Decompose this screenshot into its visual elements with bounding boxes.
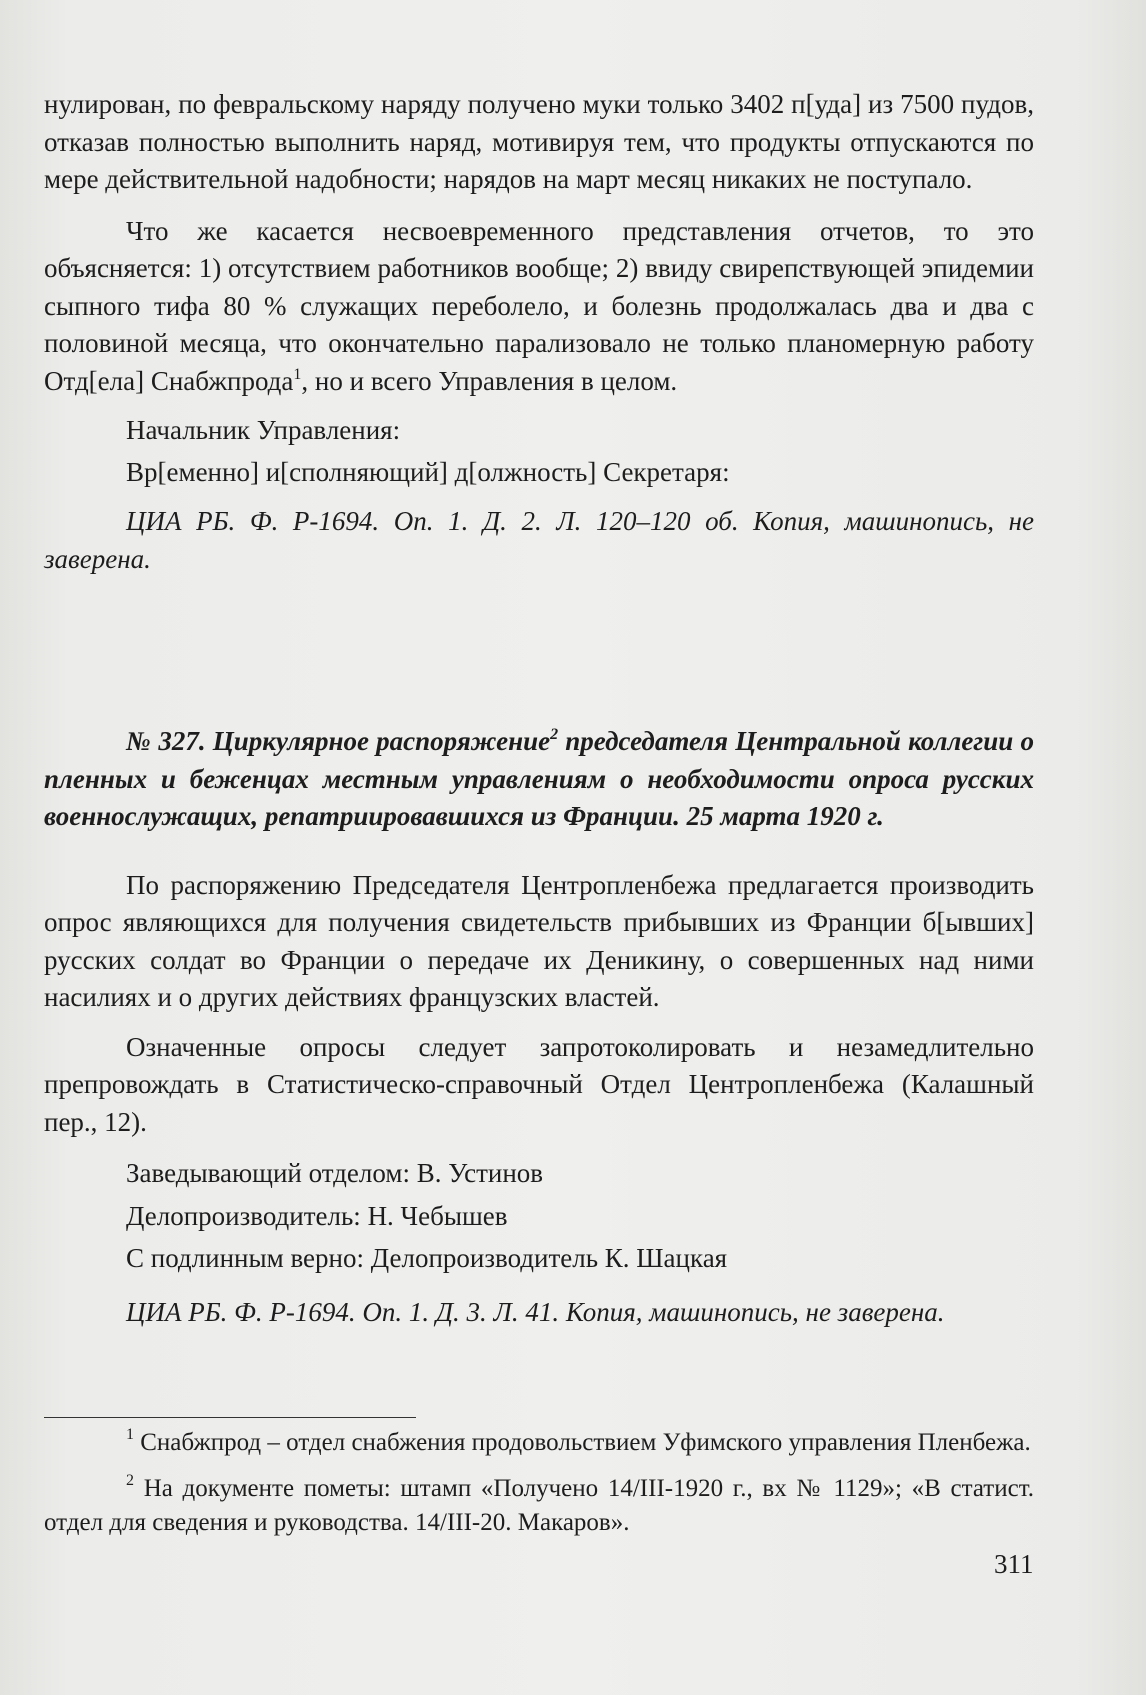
document-heading: № 327. Циркулярное распоряжение$^2$ председателя Центральной коллегии о пленных и беженцах местным управлениям о необходимости опроса русских военнослужащих, репатриировавшихся из Франции. 25 марта 1920 г. xyxy=(44,726,1034,831)
paragraph: По распоряжению Председателя Центропленбежа предлагается производить опрос являющихся для получения свидетельств прибывших из Франции б[ывших] русских солдат во Франции о передаче их Деникину, о совершенных над ними насилиях и о других действиях французских властей. xyxy=(44,869,1034,1012)
footnote: $^1$ Снабжпрод – отдел снабжения продовольствием Уфимского управления Пленбежа. xyxy=(126,1426,1031,1456)
archive-source: ЦИА РБ. Ф. Р-1694. Оп. 1. Д. 3. Л. 41. Копия, машинопись, не заверена. xyxy=(126,1296,945,1327)
signature-line: Начальник Управления: xyxy=(126,415,401,445)
signature-line: Делопроизводитель: Н. Чебышев xyxy=(126,1200,508,1231)
document-327 xyxy=(44,723,1034,1331)
footnote-number: 2 xyxy=(126,1472,134,1489)
paragraph: нулирован, по февральскому наряду получено муки только 3402 п[уда] из 7500 пудов, отказав полностью выполнить наряд, мотивируя тем, что продукты отпускаются по мере действительной надобности; нарядов на март месяц никаких не поступало. xyxy=(44,89,1034,194)
paragraph: Означенные опросы следует запротоколировать и незамедлительно препровождать в Статистическо-справочный Отдел Центропленбежа (Калашный пер., 12). xyxy=(44,1031,1034,1137)
footnote-ref: 2 xyxy=(550,726,559,743)
signature-line: Заведывающий отделом: В. Устинов xyxy=(126,1158,544,1188)
signature-line: С подлинным верно: Делопроизводитель К. Шацкая xyxy=(126,1243,728,1273)
signature-line: Вр[еменно] и[сполняющий] д[олжность] Секретаря: xyxy=(126,456,730,487)
page-number: 311 xyxy=(994,1549,1034,1579)
footnote-ref: 1 xyxy=(293,365,302,383)
paragraph: Что же касается несвоевременного представления отчетов, то это объясняется: 1) отсутствием работников вообще; 2) ввиду свирепствующей эпидемии сыпного тифа 80 % служащих переболело, и болезнь продолжалась два и два с половиной месяца, что окончательно парализовало не только планомерную работу Отд[ела] Снабжпрода$^1$, но и всего Управления в целом. xyxy=(44,215,1034,396)
footnotes xyxy=(44,1426,1034,1540)
document-continuation xyxy=(44,86,1034,578)
footnote: $^2$ На документе пометы: штамп «Получено 14/III-1920 г., вх № 1129»; «В статист. отдел для сведения и руководства. 14/III-20. Макаров». xyxy=(44,1472,1034,1536)
footnote-divider xyxy=(44,1417,416,1418)
footnote-number: 1 xyxy=(126,1426,134,1443)
archive-source: ЦИА РБ. Ф. Р-1694. Оп. 1. Д. 2. Л. 120–120 об. Копия, машинопись, не заверена. xyxy=(44,506,1034,574)
